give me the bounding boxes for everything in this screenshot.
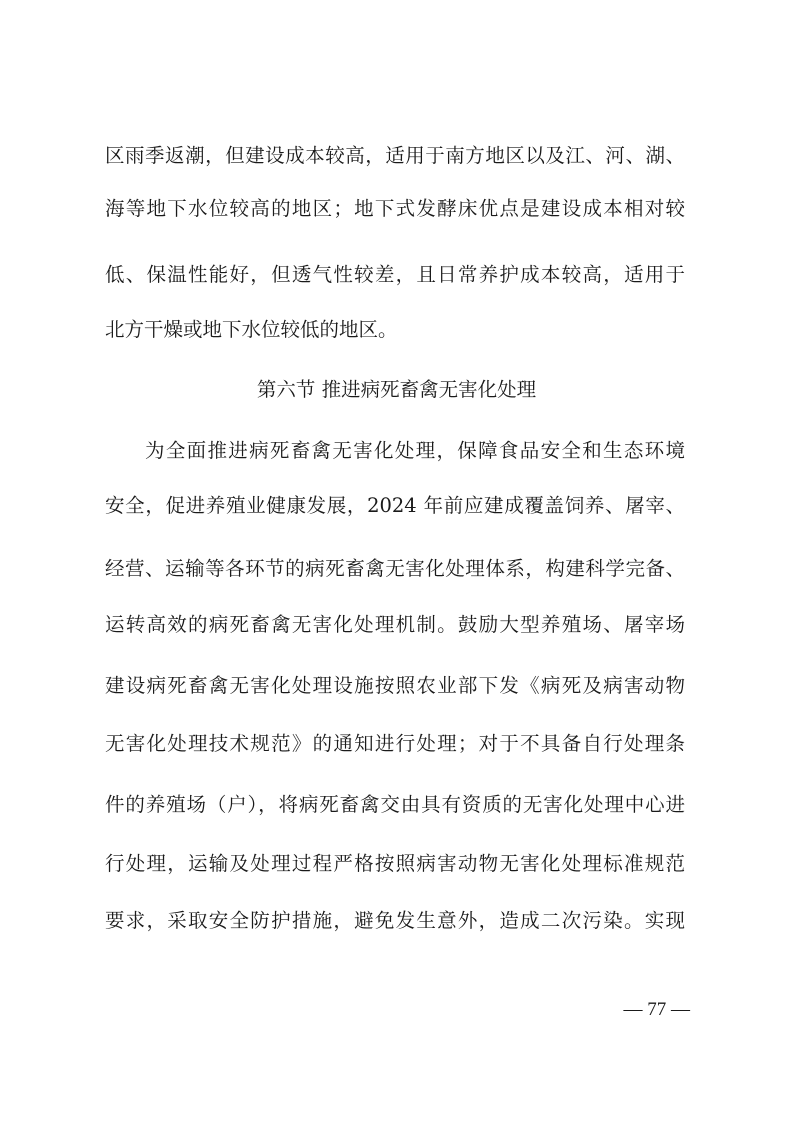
paragraph2-line-2: 安全，促进养殖业健康发展，2024 年前应建成覆盖饲养、屠宰、 <box>105 494 685 517</box>
paragraph1-line-1: 区雨季返潮，但建设成本较高，适用于南方地区以及江、河、湖、 <box>105 144 685 167</box>
paragraph2-line-1: 为全面推进病死畜禽无害化处理，保障食品安全和生态环境 <box>145 439 685 462</box>
paragraph2-line-6: 无害化处理技术规范》的通知进行处理；对于不具备自行处理条 <box>105 732 685 755</box>
paragraph2-line-8: 行处理，运输及处理过程严格按照病害动物无害化处理标准规范 <box>105 852 685 875</box>
paragraph2-line-3: 经营、运输等各环节的病死畜禽无害化处理体系，构建科学完备、 <box>105 557 685 580</box>
paragraph1-line-3: 低、保温性能好，但透气性较差，且日常养护成本较高，适用于 <box>105 263 685 286</box>
paragraph1-line-4: 北方干燥或地下水位较低的地区。 <box>105 318 398 341</box>
paragraph2-line-4: 运转高效的病死畜禽无害化处理机制。鼓励大型养殖场、屠宰场 <box>105 613 685 636</box>
paragraph2-line-9: 要求，采取安全防护措施，避免发生意外，造成二次污染。实现 <box>105 909 685 932</box>
paragraph2-line-5: 建设病死畜禽无害化处理设施按照农业部下发《病死及病害动物 <box>105 674 685 697</box>
paragraph2-line-7: 件的养殖场（户），将病死畜禽交由具有资质的无害化处理中心进 <box>105 793 685 816</box>
section-heading: 第六节 推进病死畜禽无害化处理 <box>256 378 537 401</box>
page-number: — 77 — <box>623 999 690 1020</box>
paragraph1-line-2: 海等地下水位较高的地区；地下式发酵床优点是建设成本相对较 <box>105 197 685 220</box>
